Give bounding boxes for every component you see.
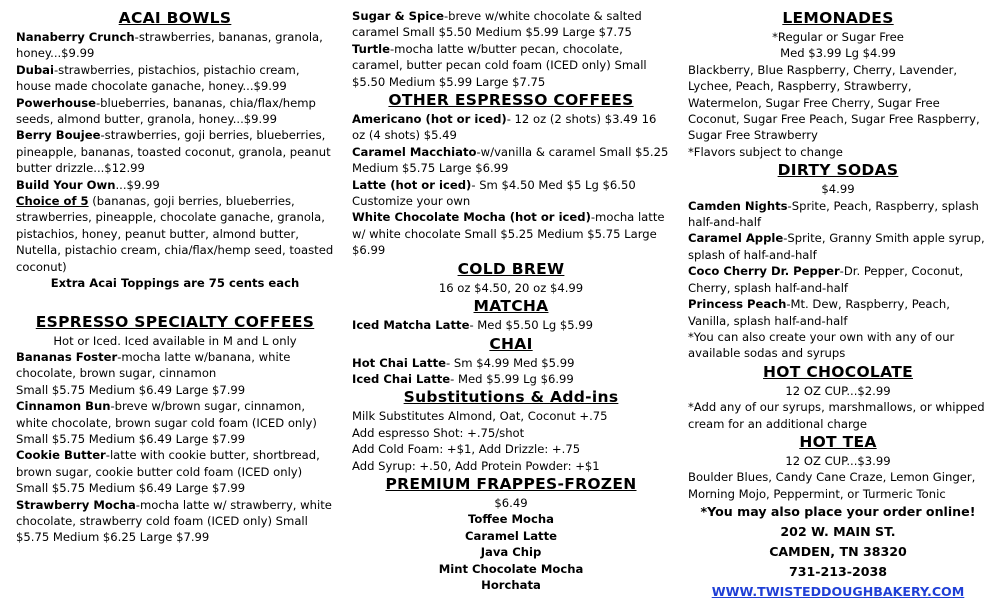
menu-item: Americano (hot or iced)- 12 oz (2 shots) $3.49 16 oz (4 shots) $5.49 — [352, 112, 657, 143]
menu-item: Caramel Macchiato-w/vanilla & caramel Small $5.25 Medium $5.75 Large $6.99 — [352, 144, 669, 176]
lemonades-heading: LEMONADES — [782, 9, 894, 27]
subs-line: Milk Substitutes Almond, Oat, Coconut +.75 — [352, 409, 608, 424]
subs-line: Add Cold Foam: +$1, Add Drizzle: +.75 — [352, 442, 581, 457]
acai-bowls-heading: ACAI BOWLS — [118, 9, 232, 27]
espresso-specialty-heading: ESPRESSO SPECIALTY COFFEES — [35, 312, 315, 331]
espresso-note: Hot or Iced. Iced available in M and L only — [53, 333, 297, 348]
menu-item: Caramel Apple-Sprite, Granny Smith apple syrup, splash of half-and-half — [688, 231, 985, 262]
address-line-2: CAMDEN, TN 38320 — [769, 544, 907, 560]
choice-of-5: Choice of 5 (bananas, goji berries, blueberries, strawberries, pineapple, chocolate ganache, granola, pistachios, honey, peanut butter, almond butter, Nutella, pistachio cream, chia/flax/hemp seed, toasted coconut) — [16, 194, 334, 274]
extra-toppings-note: Extra Acai Toppings are 75 cents each — [50, 276, 300, 291]
menu-column-2 — [352, 8, 670, 593]
lemonade-flavor-note: *Flavors subject to change — [688, 144, 843, 159]
menu-item: Build Your Own...$9.99 — [16, 177, 160, 192]
dirty-sodas-note: *You can also create your own with any of our available sodas and syrups — [688, 329, 955, 361]
menu-item-price: Small $5.75 Medium $6.49 Large $7.99 — [16, 481, 246, 496]
lemonade-note: *Regular or Sugar Free — [772, 30, 904, 44]
website-link[interactable]: WWW.TWISTEDDOUGHBAKERY.COM — [711, 584, 965, 600]
subs-line: Add espresso Shot: +.75/shot — [352, 425, 525, 440]
menu-item-price: Small $5.75 Medium $6.49 Large $7.99 — [16, 431, 246, 446]
hot-chocolate-price: 12 OZ CUP...$2.99 — [785, 383, 891, 398]
frappe-item: Java Chip — [480, 545, 542, 560]
menu-column-3 — [688, 8, 988, 602]
menu-item: Iced Matcha Latte- Med $5.50 Lg $5.99 — [352, 318, 594, 333]
menu-item: Dubai-strawberries, pistachios, pistachio cream, house made chocolate ganache, honey...$9.99 — [16, 62, 300, 94]
hot-tea-flavors: Boulder Blues, Candy Cane Craze, Lemon Ginger, Morning Mojo, Peppermint, or Turmeric Tonic — [688, 470, 976, 501]
lemonade-flavors: Blackberry, Blue Raspberry, Cherry, Lavender, Lychee, Peach, Raspberry, Strawberry, Watermelon, Sugar Free Cherry, Sugar Free Coconut, Sugar Free Peach, Sugar Free Raspberry, Sugar Free Strawberry — [688, 62, 980, 143]
menu-column-1 — [16, 8, 334, 546]
other-espresso-heading: OTHER ESPRESSO COFFEES — [388, 91, 634, 110]
menu-item: Sugar & Spice-breve w/white chocolate & salted caramel Small $5.50 Medium $5.99 Large $7.75 — [352, 9, 642, 40]
menu-item: Powerhouse-blueberries, bananas, chia/flax/hemp seeds, almond butter, granola, honey...$9.99 — [16, 95, 316, 127]
menu-item: Cookie Butter-latte with cookie butter, shortbread, brown sugar, cookie butter cold foam (ICED only) — [16, 448, 320, 479]
menu-item: Iced Chai Latte- Med $5.99 Lg $6.99 — [352, 371, 574, 386]
hot-tea-price: 12 OZ CUP...$3.99 — [785, 453, 891, 468]
substitutions-heading: Substitutions & Add-ins — [403, 388, 619, 407]
frappe-item: Horchata — [481, 577, 541, 592]
menu-item: White Chocolate Mocha (hot or iced)-mocha latte w/ white chocolate Small $5.25 Medium $5.75 Large $6.99 — [352, 210, 665, 258]
menu-item: Camden Nights-Sprite, Peach, Raspberry, splash half-and-half — [688, 198, 979, 230]
lemonade-price: Med $3.99 Lg $4.99 — [780, 46, 896, 61]
cold-brew-prices: 16 oz $4.50, 20 oz $4.99 — [438, 280, 584, 295]
menu-item: Bananas Foster-mocha latte w/banana, white chocolate, brown sugar, cinnamon — [16, 349, 291, 381]
premium-frappes-heading: PREMIUM FRAPPES-FROZEN — [385, 474, 637, 493]
menu-item: Latte (hot or iced)- Sm $4.50 Med $5 Lg $6.50 Customize your own — [352, 177, 636, 209]
menu-item: Princess Peach-Mt. Dew, Raspberry, Peach, Vanilla, splash half-and-half — [688, 297, 950, 328]
dirty-sodas-price: $4.99 — [821, 182, 855, 197]
menu-item: Strawberry Mocha-mocha latte w/ strawberry, white chocolate, strawberry cold foam (ICED only) Small $5.75 Medium $6.25 Large $7.99 — [16, 497, 332, 545]
menu-item: Berry Boujee-strawberries, goji berries, blueberries, pineapple, bananas, toasted coconut, granola, peanut butter drizzle...$12.99 — [16, 128, 331, 176]
menu-item: Hot Chai Latte- Sm $4.99 Med $5.99 — [352, 355, 575, 370]
matcha-heading: MATCHA — [473, 297, 549, 316]
menu-item: Coco Cherry Dr. Pepper-Dr. Pepper, Coconut, Cherry, splash half-and-half — [688, 264, 964, 295]
online-order-note: *You may also place your order online! — [700, 504, 976, 520]
chai-heading: CHAI — [489, 334, 533, 353]
menu-item: Nanaberry Crunch-strawberries, bananas, granola, honey...$9.99 — [16, 30, 323, 61]
website-line — [688, 582, 988, 602]
menu-item: Turtle-mocha latte w/butter pecan, chocolate, caramel, butter pecan cold foam (ICED only) Small $5.50 Medium $5.99 Large $7.75 — [352, 41, 647, 89]
dirty-sodas-heading: DIRTY SODAS — [777, 161, 899, 180]
frappe-item: Caramel Latte — [465, 528, 557, 543]
menu-item-price: Small $5.75 Medium $6.49 Large $7.99 — [16, 382, 246, 397]
menu-item: Cinnamon Bun-breve w/brown sugar, cinnamon, white chocolate, brown sugar cold foam (ICED only) — [16, 399, 317, 430]
phone-number: 731-213-2038 — [788, 564, 888, 580]
frappe-item: Toffee Mocha — [468, 512, 554, 527]
frappe-price: $6.49 — [494, 495, 528, 510]
hot-chocolate-note: *Add any of our syrups, marshmallows, or whipped cream for an additional charge — [688, 400, 985, 431]
address-line-1: 202 W. MAIN ST. — [780, 524, 896, 540]
hot-chocolate-heading: HOT CHOCOLATE — [763, 362, 913, 381]
frappe-item: Mint Chocolate Mocha — [438, 561, 584, 576]
subs-line: Add Syrup: +.50, Add Protein Powder: +$1 — [352, 458, 600, 473]
hot-tea-heading: HOT TEA — [799, 432, 877, 451]
cold-brew-heading: COLD BREW — [457, 259, 565, 278]
